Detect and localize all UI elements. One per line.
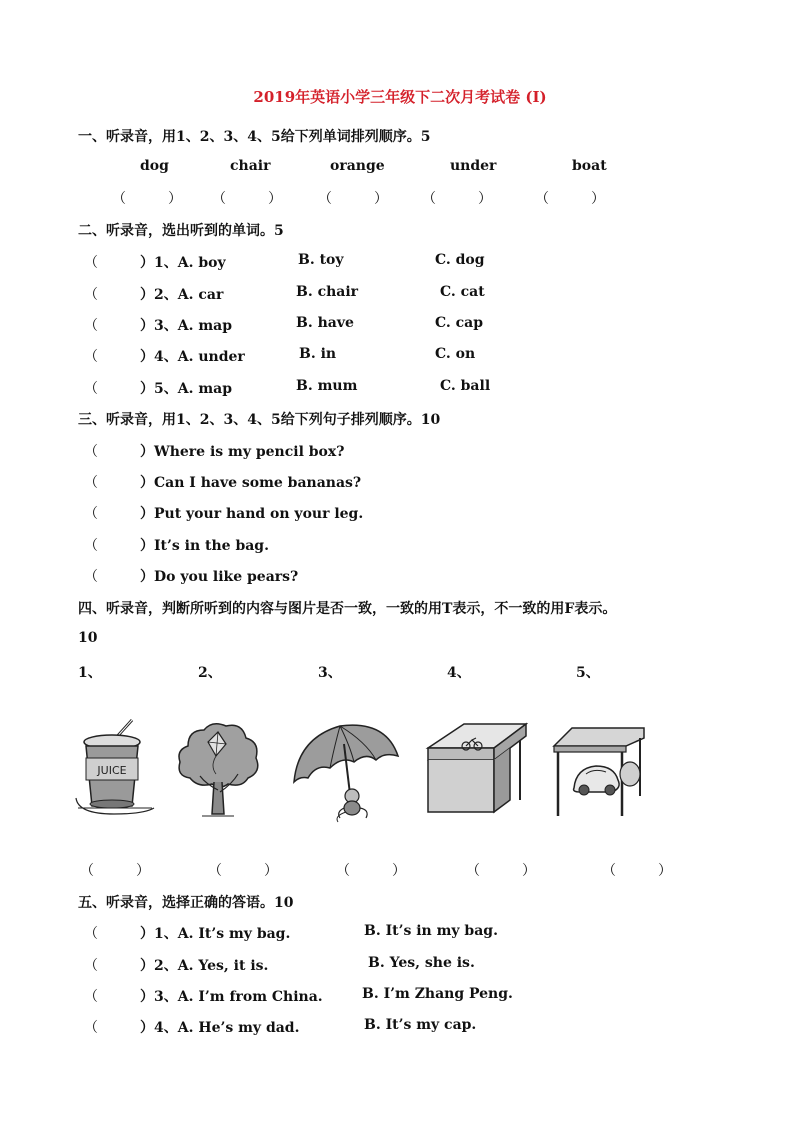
option-b: B. It’s my cap. (364, 1017, 477, 1033)
option-b: B. I’m Zhang Peng. (362, 986, 513, 1002)
answer-blank-left[interactable]: （ (84, 318, 98, 334)
question-item: ）3、A. map (140, 318, 233, 334)
word-under: under (450, 158, 497, 174)
part5-heading: 五、听录音，选择正确的答语。10 (78, 895, 294, 911)
part4-heading: 四、听录音，判断所听到的内容与图片是否一致，一致的用T表示，不一致的用F表示。 (78, 601, 617, 617)
desk-bike-picture (424, 720, 528, 816)
picture-number: 1、 (78, 665, 102, 681)
picture-number: 3、 (318, 665, 342, 681)
table-car-picture (552, 726, 646, 818)
answer-blank[interactable]: （ ） (112, 191, 182, 207)
sentence-item: ）Where is my pencil box? (140, 444, 345, 460)
answer-blank[interactable]: （ ） (80, 863, 150, 879)
question-item: ）5、A. map (140, 381, 233, 397)
option-b: B. in (299, 346, 337, 362)
answer-blank[interactable]: （ ） (336, 863, 406, 879)
answer-blank-left[interactable]: （ (84, 444, 98, 460)
word-dog: dog (140, 158, 169, 174)
juice-cup-picture (74, 718, 156, 818)
sentence-item: ）Can I have some bananas? (140, 475, 362, 491)
option-c: C. ball (440, 378, 491, 394)
answer-blank-left[interactable]: （ (84, 506, 98, 522)
word-orange: orange (330, 158, 385, 174)
question-item: ）4、A. under (140, 349, 245, 365)
answer-blank[interactable]: （ ） (208, 863, 278, 879)
answer-blank-left[interactable]: （ (84, 1020, 98, 1036)
option-b: B. Yes, she is. (368, 955, 475, 971)
answer-blank[interactable]: （ ） (422, 191, 492, 207)
option-c: C. dog (435, 252, 485, 268)
answer-blank-left[interactable]: （ (84, 287, 98, 303)
part2-heading: 二、听录音，选出听到的单词。5 (78, 223, 284, 239)
answer-blank[interactable]: （ ） (602, 863, 672, 879)
option-c: C. on (435, 346, 476, 362)
answer-blank-left[interactable]: （ (84, 349, 98, 365)
question-item: ）1、A. boy (140, 255, 226, 271)
answer-blank-left[interactable]: （ (84, 538, 98, 554)
answer-blank[interactable]: （ ） (466, 863, 536, 879)
answer-blank-left[interactable]: （ (84, 958, 98, 974)
answer-blank-left[interactable]: （ (84, 926, 98, 942)
sentence-item: ）It’s in the bag. (140, 538, 269, 554)
question-item: ）3、A. I’m from China. (140, 989, 323, 1005)
question-item: ）1、A. It’s my bag. (140, 926, 291, 942)
sentence-item: ）Do you like pears? (140, 569, 299, 585)
option-b: B. have (296, 315, 354, 331)
umbrella-monkey-picture (290, 712, 402, 824)
option-b: B. It’s in my bag. (364, 923, 498, 939)
page-title: 2019年英语小学三年级下二次月考试卷 (I) (253, 88, 547, 106)
sentence-item: ）Put your hand on your leg. (140, 506, 364, 522)
part1-heading: 一、听录音，用1、2、3、4、5给下列单词排列顺序。5 (78, 129, 431, 145)
answer-blank-left[interactable]: （ (84, 255, 98, 271)
option-b: B. toy (298, 252, 344, 268)
answer-blank-left[interactable]: （ (84, 989, 98, 1005)
tree-kite-picture (172, 718, 262, 818)
juice-label: JUICE (97, 764, 127, 777)
answer-blank[interactable]: （ ） (212, 191, 282, 207)
question-item: ）2、A. Yes, it is. (140, 958, 269, 974)
answer-blank-left[interactable]: （ (84, 569, 98, 585)
option-b: B. chair (296, 284, 359, 300)
option-c: C. cap (435, 315, 484, 331)
answer-blank[interactable]: （ ） (535, 191, 605, 207)
answer-blank-left[interactable]: （ (84, 381, 98, 397)
picture-number: 4、 (447, 665, 471, 681)
picture-number: 2、 (198, 665, 222, 681)
option-c: C. cat (440, 284, 485, 300)
option-b: B. mum (296, 378, 358, 394)
part3-heading: 三、听录音，用1、2、3、4、5给下列句子排列顺序。10 (78, 412, 441, 428)
picture-number: 5、 (576, 665, 600, 681)
question-item: ）4、A. He’s my dad. (140, 1020, 300, 1036)
word-boat: boat (572, 158, 607, 174)
word-chair: chair (230, 158, 271, 174)
answer-blank-left[interactable]: （ (84, 475, 98, 491)
part4-score: 10 (78, 630, 98, 646)
question-item: ）2、A. car (140, 287, 224, 303)
answer-blank[interactable]: （ ） (318, 191, 388, 207)
